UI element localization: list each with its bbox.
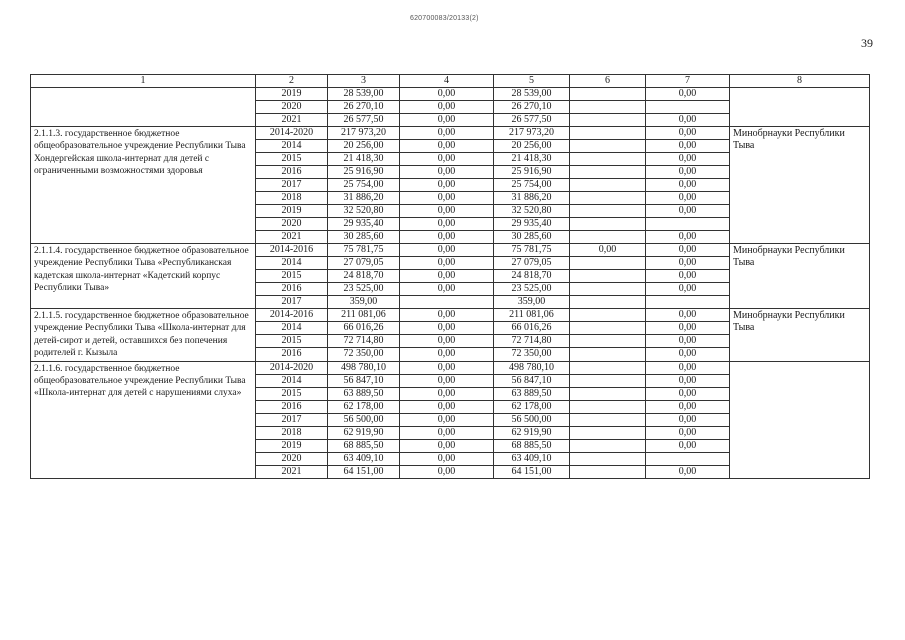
amount-cell bbox=[570, 192, 646, 205]
amount-cell bbox=[570, 387, 646, 400]
amount-cell bbox=[570, 231, 646, 244]
period-cell: 2016 bbox=[256, 283, 328, 296]
period-cell: 2019 bbox=[256, 205, 328, 218]
amount-cell: 66 016,26 bbox=[328, 322, 400, 335]
amount-cell: 26 270,10 bbox=[328, 101, 400, 114]
amount-cell: 0,00 bbox=[400, 465, 494, 478]
period-cell: 2015 bbox=[256, 335, 328, 348]
period-cell: 2014-2020 bbox=[256, 361, 328, 374]
table-row bbox=[31, 309, 870, 322]
period-cell: 2014-2016 bbox=[256, 309, 328, 322]
amount-cell bbox=[570, 283, 646, 296]
amount-cell bbox=[570, 426, 646, 439]
amount-cell: 25 916,90 bbox=[494, 166, 570, 179]
column-number-cell: 7 bbox=[646, 75, 730, 88]
amount-cell: 0,00 bbox=[646, 335, 730, 348]
amount-cell bbox=[570, 114, 646, 127]
amount-cell: 0,00 bbox=[400, 114, 494, 127]
amount-cell: 0,00 bbox=[400, 101, 494, 114]
period-cell: 2016 bbox=[256, 348, 328, 361]
amount-cell: 0,00 bbox=[646, 400, 730, 413]
amount-cell: 56 847,10 bbox=[328, 374, 400, 387]
amount-cell: 0,00 bbox=[646, 413, 730, 426]
period-cell: 2020 bbox=[256, 218, 328, 231]
measure-name-cell: 2.1.1.3. государственное бюджетное общеобразовательное учреждение Республики Тыва Хондергейская школа-интернат для детей с ограниченными возможностями здоровья bbox=[31, 127, 256, 244]
amount-cell: 0,00 bbox=[646, 374, 730, 387]
period-cell: 2021 bbox=[256, 231, 328, 244]
column-number-cell: 6 bbox=[570, 75, 646, 88]
amount-cell: 0,00 bbox=[646, 270, 730, 283]
column-number-cell: 2 bbox=[256, 75, 328, 88]
amount-cell: 62 919,90 bbox=[328, 426, 400, 439]
amount-cell: 72 714,80 bbox=[328, 335, 400, 348]
measure-name-cell: 2.1.1.6. государственное бюджетное общеобразовательное учреждение Республики Тыва «Школа-интернат для детей с нарушениями слуха» bbox=[31, 361, 256, 478]
amount-cell: 0,00 bbox=[400, 400, 494, 413]
amount-cell: 0,00 bbox=[400, 426, 494, 439]
amount-cell: 359,00 bbox=[328, 296, 400, 309]
amount-cell: 21 418,30 bbox=[328, 153, 400, 166]
amount-cell: 75 781,75 bbox=[328, 244, 400, 257]
amount-cell bbox=[570, 166, 646, 179]
amount-cell bbox=[570, 140, 646, 153]
amount-cell: 0,00 bbox=[400, 439, 494, 452]
measure-name-cell: 2.1.1.5. государственное бюджетное образовательное учреждение Республики Тыва «Школа-интернат для детей-сирот и детей, оставшихся без попечения родителей г. Кызыла bbox=[31, 309, 256, 362]
table-row bbox=[31, 361, 870, 374]
table-row bbox=[31, 244, 870, 257]
period-cell: 2017 bbox=[256, 179, 328, 192]
amount-cell: 0,00 bbox=[400, 179, 494, 192]
amount-cell: 0,00 bbox=[400, 309, 494, 322]
amount-cell: 0,00 bbox=[400, 231, 494, 244]
amount-cell: 24 818,70 bbox=[494, 270, 570, 283]
amount-cell: 211 081,06 bbox=[494, 309, 570, 322]
amount-cell: 0,00 bbox=[646, 309, 730, 322]
amount-cell bbox=[570, 309, 646, 322]
column-number-row bbox=[31, 75, 870, 88]
measure-name-cell: 2.1.1.4. государственное бюджетное образовательное учреждение Республики Тыва «Республиканская кадетская школа-интернат «Кадетский корпус Республики Тыва» bbox=[31, 244, 256, 309]
amount-cell bbox=[646, 296, 730, 309]
amount-cell: 0,00 bbox=[646, 192, 730, 205]
amount-cell bbox=[570, 127, 646, 140]
period-cell: 2014 bbox=[256, 257, 328, 270]
amount-cell: 0,00 bbox=[646, 140, 730, 153]
amount-cell bbox=[570, 413, 646, 426]
period-cell: 2019 bbox=[256, 88, 328, 101]
amount-cell: 21 418,30 bbox=[494, 153, 570, 166]
amount-cell: 0,00 bbox=[646, 465, 730, 478]
amount-cell: 0,00 bbox=[646, 231, 730, 244]
amount-cell: 26 270,10 bbox=[494, 101, 570, 114]
amount-cell: 0,00 bbox=[400, 270, 494, 283]
amount-cell: 0,00 bbox=[646, 127, 730, 140]
amount-cell: 0,00 bbox=[400, 218, 494, 231]
responsible-executor-cell: Минобрнауки Республики Тыва bbox=[730, 309, 870, 362]
amount-cell: 0,00 bbox=[400, 88, 494, 101]
amount-cell: 0,00 bbox=[400, 387, 494, 400]
amount-cell bbox=[570, 88, 646, 101]
period-cell: 2019 bbox=[256, 439, 328, 452]
responsible-executor-cell bbox=[730, 361, 870, 478]
amount-cell: 217 973,20 bbox=[494, 127, 570, 140]
amount-cell: 498 780,10 bbox=[494, 361, 570, 374]
amount-cell: 29 935,40 bbox=[494, 218, 570, 231]
amount-cell: 72 714,80 bbox=[494, 335, 570, 348]
amount-cell: 27 079,05 bbox=[328, 257, 400, 270]
amount-cell: 62 178,00 bbox=[494, 400, 570, 413]
amount-cell: 72 350,00 bbox=[494, 348, 570, 361]
period-cell: 2014-2016 bbox=[256, 244, 328, 257]
period-cell: 2017 bbox=[256, 413, 328, 426]
amount-cell: 20 256,00 bbox=[494, 140, 570, 153]
amount-cell bbox=[570, 205, 646, 218]
amount-cell: 25 754,00 bbox=[494, 179, 570, 192]
period-cell: 2021 bbox=[256, 465, 328, 478]
amount-cell: 23 525,00 bbox=[328, 283, 400, 296]
page-number: 39 bbox=[861, 36, 873, 50]
amount-cell: 0,00 bbox=[400, 205, 494, 218]
amount-cell: 62 919,90 bbox=[494, 426, 570, 439]
amount-cell: 23 525,00 bbox=[494, 283, 570, 296]
period-cell: 2014-2020 bbox=[256, 127, 328, 140]
responsible-executor-cell bbox=[730, 88, 870, 127]
period-cell: 2018 bbox=[256, 192, 328, 205]
amount-cell bbox=[400, 296, 494, 309]
amount-cell: 28 539,00 bbox=[328, 88, 400, 101]
amount-cell: 0,00 bbox=[570, 244, 646, 257]
amount-cell: 0,00 bbox=[646, 153, 730, 166]
amount-cell: 0,00 bbox=[646, 361, 730, 374]
amount-cell: 20 256,00 bbox=[328, 140, 400, 153]
period-cell: 2016 bbox=[256, 400, 328, 413]
amount-cell: 62 178,00 bbox=[328, 400, 400, 413]
amount-cell bbox=[570, 335, 646, 348]
amount-cell: 0,00 bbox=[646, 88, 730, 101]
amount-cell: 72 350,00 bbox=[328, 348, 400, 361]
amount-cell: 24 818,70 bbox=[328, 270, 400, 283]
column-number-cell: 3 bbox=[328, 75, 400, 88]
period-cell: 2015 bbox=[256, 387, 328, 400]
amount-cell: 0,00 bbox=[646, 322, 730, 335]
amount-cell: 0,00 bbox=[400, 153, 494, 166]
table-row bbox=[31, 88, 870, 101]
column-number-cell: 4 bbox=[400, 75, 494, 88]
amount-cell: 75 781,75 bbox=[494, 244, 570, 257]
amount-cell: 56 500,00 bbox=[494, 413, 570, 426]
amount-cell: 56 847,10 bbox=[494, 374, 570, 387]
amount-cell: 0,00 bbox=[646, 205, 730, 218]
amount-cell: 28 539,00 bbox=[494, 88, 570, 101]
amount-cell: 30 285,60 bbox=[494, 231, 570, 244]
amount-cell: 0,00 bbox=[646, 387, 730, 400]
amount-cell: 0,00 bbox=[400, 257, 494, 270]
amount-cell: 26 577,50 bbox=[494, 114, 570, 127]
amount-cell: 64 151,00 bbox=[328, 465, 400, 478]
amount-cell bbox=[570, 101, 646, 114]
amount-cell: 0,00 bbox=[400, 192, 494, 205]
amount-cell: 211 081,06 bbox=[328, 309, 400, 322]
amount-cell: 0,00 bbox=[400, 127, 494, 140]
amount-cell: 0,00 bbox=[400, 348, 494, 361]
period-cell: 2014 bbox=[256, 140, 328, 153]
period-cell: 2020 bbox=[256, 101, 328, 114]
amount-cell: 0,00 bbox=[400, 244, 494, 257]
amount-cell: 0,00 bbox=[646, 166, 730, 179]
amount-cell bbox=[570, 218, 646, 231]
amount-cell: 0,00 bbox=[400, 166, 494, 179]
period-cell: 2021 bbox=[256, 114, 328, 127]
amount-cell: 63 409,10 bbox=[328, 452, 400, 465]
amount-cell: 0,00 bbox=[400, 452, 494, 465]
period-cell: 2014 bbox=[256, 374, 328, 387]
amount-cell: 25 754,00 bbox=[328, 179, 400, 192]
responsible-executor-cell: Минобрнауки Республики Тыва bbox=[730, 244, 870, 309]
amount-cell: 63 889,50 bbox=[494, 387, 570, 400]
amount-cell: 0,00 bbox=[400, 283, 494, 296]
amount-cell bbox=[570, 361, 646, 374]
amount-cell: 32 520,80 bbox=[494, 205, 570, 218]
amount-cell: 63 409,10 bbox=[494, 452, 570, 465]
column-number-cell: 8 bbox=[730, 75, 870, 88]
amount-cell: 0,00 bbox=[400, 374, 494, 387]
amount-cell: 498 780,10 bbox=[328, 361, 400, 374]
period-cell: 2020 bbox=[256, 452, 328, 465]
amount-cell: 0,00 bbox=[400, 322, 494, 335]
amount-cell: 217 973,20 bbox=[328, 127, 400, 140]
amount-cell bbox=[646, 452, 730, 465]
amount-cell bbox=[570, 465, 646, 478]
amount-cell: 0,00 bbox=[646, 426, 730, 439]
amount-cell: 31 886,20 bbox=[328, 192, 400, 205]
responsible-executor-cell: Минобрнауки Республики Тыва bbox=[730, 127, 870, 244]
amount-cell bbox=[646, 218, 730, 231]
amount-cell: 0,00 bbox=[646, 114, 730, 127]
amount-cell: 30 285,60 bbox=[328, 231, 400, 244]
amount-cell bbox=[570, 400, 646, 413]
period-cell: 2014 bbox=[256, 322, 328, 335]
amount-cell bbox=[570, 452, 646, 465]
period-cell: 2015 bbox=[256, 270, 328, 283]
amount-cell: 0,00 bbox=[400, 335, 494, 348]
amount-cell: 0,00 bbox=[646, 179, 730, 192]
amount-cell: 0,00 bbox=[646, 348, 730, 361]
amount-cell: 27 079,05 bbox=[494, 257, 570, 270]
amount-cell: 359,00 bbox=[494, 296, 570, 309]
amount-cell: 0,00 bbox=[646, 257, 730, 270]
amount-cell bbox=[570, 348, 646, 361]
amount-cell bbox=[570, 257, 646, 270]
amount-cell: 56 500,00 bbox=[328, 413, 400, 426]
amount-cell: 0,00 bbox=[646, 439, 730, 452]
amount-cell bbox=[570, 270, 646, 283]
amount-cell bbox=[570, 322, 646, 335]
amount-cell: 0,00 bbox=[400, 361, 494, 374]
amount-cell: 0,00 bbox=[400, 413, 494, 426]
amount-cell: 31 886,20 bbox=[494, 192, 570, 205]
amount-cell: 32 520,80 bbox=[328, 205, 400, 218]
amount-cell bbox=[570, 296, 646, 309]
period-cell: 2015 bbox=[256, 153, 328, 166]
amount-cell bbox=[570, 439, 646, 452]
measure-name-cell bbox=[31, 88, 256, 127]
amount-cell: 29 935,40 bbox=[328, 218, 400, 231]
amount-cell bbox=[570, 153, 646, 166]
amount-cell: 68 885,50 bbox=[494, 439, 570, 452]
amount-cell: 0,00 bbox=[400, 140, 494, 153]
column-number-cell: 1 bbox=[31, 75, 256, 88]
amount-cell: 26 577,50 bbox=[328, 114, 400, 127]
period-cell: 2017 bbox=[256, 296, 328, 309]
amount-cell bbox=[646, 101, 730, 114]
period-cell: 2016 bbox=[256, 166, 328, 179]
amount-cell: 66 016,26 bbox=[494, 322, 570, 335]
amount-cell bbox=[570, 374, 646, 387]
document-id: 620700083/20133(2) bbox=[410, 15, 479, 22]
column-number-cell: 5 bbox=[494, 75, 570, 88]
amount-cell: 68 885,50 bbox=[328, 439, 400, 452]
amount-cell: 64 151,00 bbox=[494, 465, 570, 478]
amount-cell bbox=[570, 179, 646, 192]
amount-cell: 0,00 bbox=[646, 244, 730, 257]
period-cell: 2018 bbox=[256, 426, 328, 439]
amount-cell: 63 889,50 bbox=[328, 387, 400, 400]
amount-cell: 25 916,90 bbox=[328, 166, 400, 179]
table-row bbox=[31, 127, 870, 140]
amount-cell: 0,00 bbox=[646, 283, 730, 296]
budget-table bbox=[30, 74, 870, 479]
